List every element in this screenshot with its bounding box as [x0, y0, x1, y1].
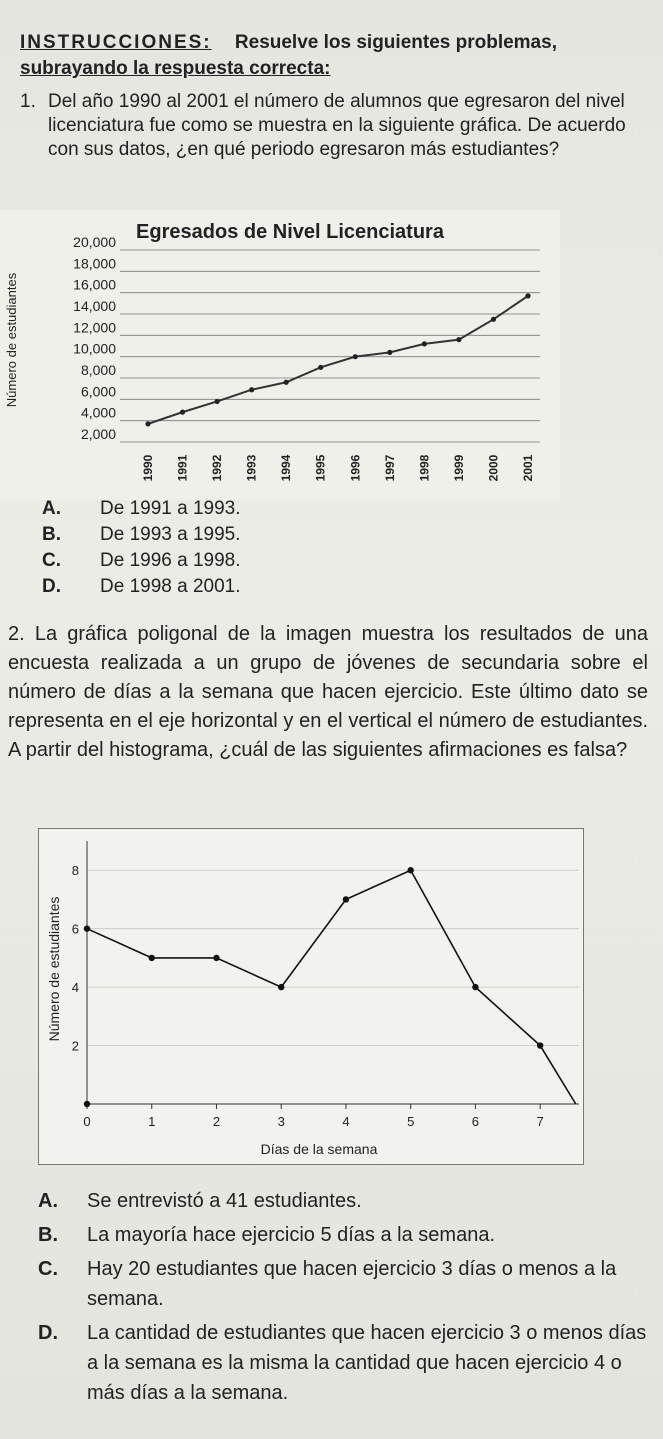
option-text: La cantidad de estudiantes que hacen ejercicio 3 o menos días a la semana es la misma la cantidad que hacen ejercicio 4 o más días a la semana.: [87, 1322, 647, 1404]
chart-1-y-tick-label: 4,000: [80, 404, 116, 421]
option-letter: D.: [42, 576, 61, 597]
chart-2-x-tick-label: 1: [148, 1114, 156, 1129]
option-letter: D.: [38, 1322, 58, 1344]
option-letter: C.: [38, 1258, 58, 1280]
question-1-option-a[interactable]: [42, 496, 241, 522]
option-text: De 1993 a 1995.: [100, 524, 241, 545]
chart-1-y-tick-label: 8,000: [80, 362, 116, 378]
option-text: Hay 20 estudiantes que hacen ejercicio 3 días o menos a la semana.: [87, 1258, 617, 1310]
chart-1-point: [353, 354, 358, 359]
question-1: [20, 90, 650, 162]
instructions-keyword: INSTRUCCIONES:: [20, 32, 212, 53]
chart-1-x-ticks: [141, 454, 535, 481]
chart-2-y-tick-label: 2: [71, 1038, 79, 1054]
chart-1-point: [214, 399, 219, 404]
question-1-options: [42, 496, 241, 600]
chart-2-x-axis-label: Días de la semana: [260, 1141, 378, 1157]
option-letter: B.: [42, 524, 61, 545]
chart-1-point: [145, 421, 150, 426]
chart-1-x-tick-label: 2000: [486, 454, 501, 482]
chart-1-point: [387, 350, 392, 355]
chart-1-y-tick-label: 14,000: [73, 298, 116, 314]
chart-2-y-axis-label: Número de estudiantes: [46, 896, 62, 1042]
graduates-line-chart: [0, 210, 560, 500]
chart-1-x-tick-label: 1995: [313, 454, 328, 482]
chart-1-point: [491, 317, 496, 322]
chart-2-x-tick-label: 5: [407, 1114, 415, 1129]
option-letter: A.: [38, 1190, 58, 1212]
option-letter: A.: [42, 498, 61, 519]
chart-1-x-tick-label: 1990: [141, 454, 155, 482]
chart-1-x-tick-label: 1998: [417, 454, 432, 482]
exercise-days-line-chart: [38, 828, 584, 1165]
question-2-option-b[interactable]: [38, 1220, 650, 1250]
chart-1-point: [284, 380, 289, 385]
chart-2-point: [278, 984, 284, 990]
chart-1-y-ticks: [73, 234, 116, 442]
chart-2-origin-point: [84, 1101, 90, 1107]
chart-1-y-axis-label: Número de estudiantes: [4, 272, 19, 408]
question-2-options: [38, 1186, 650, 1412]
chart-2-x-ticks: [83, 1114, 543, 1129]
chart-2-point: [84, 925, 90, 931]
instructions-heading: [20, 30, 650, 82]
question-1-option-c[interactable]: [42, 548, 241, 574]
option-text: De 1998 a 2001.: [100, 576, 241, 597]
question-1-number: 1.: [20, 91, 36, 112]
chart-1-point: [180, 410, 185, 415]
question-2-text: La gráfica poligonal de la imagen muestra los resultados de una encuesta realizada a un grupo de jóvenes de secundaria sobre el número de días a la semana que hacen ejercicio. Este último dato se representa en el eje horizontal y en el vertical el número de estudiantes. A partir del histograma, ¿cuál de las siguientes afirmaciones es falsa?: [8, 623, 648, 761]
chart-2-gridlines: [87, 870, 579, 1109]
chart-2-x-tick-label: 2: [212, 1114, 221, 1129]
option-text: De 1991 a 1993.: [100, 498, 241, 519]
chart-2-point: [149, 955, 155, 961]
chart-1-x-tick-label: 1996: [348, 454, 363, 482]
question-2: [8, 620, 648, 765]
chart-1-point: [456, 337, 461, 342]
option-text: La mayoría hace ejercicio 5 días a la semana.: [87, 1224, 495, 1246]
chart-1-point: [318, 365, 323, 370]
question-2-option-c[interactable]: [38, 1254, 650, 1314]
chart-2-x-tick-label: 3: [277, 1114, 285, 1129]
chart-2-y-tick-label: 6: [71, 921, 79, 937]
chart-2-point: [343, 896, 349, 902]
chart-1-y-tick-label: 12,000: [73, 319, 116, 336]
chart-1-point: [249, 387, 254, 392]
chart-2-y-ticks: [72, 863, 79, 1053]
question-2-option-d[interactable]: [38, 1318, 650, 1408]
question-2-option-a[interactable]: [38, 1186, 650, 1216]
chart-2-point: [537, 1042, 543, 1048]
chart-2-y-tick-label: 8: [71, 863, 79, 879]
chart-1-x-tick-label: 1992: [210, 454, 225, 482]
chart-1-x-tick-label: 2001: [521, 454, 535, 482]
chart-2-x-tick-label: 0: [83, 1114, 91, 1129]
option-text: De 1996 a 1998.: [100, 550, 241, 571]
option-letter: C.: [42, 550, 61, 571]
chart-1-x-tick-label: 1993: [244, 454, 259, 482]
chart-1-y-tick-label: 16,000: [73, 276, 116, 293]
instructions-lead: Resuelve los siguientes problemas,: [234, 32, 557, 53]
chart-1-x-tick-label: 1991: [175, 454, 190, 482]
chart-1-y-tick-label: 2,000: [80, 426, 116, 442]
chart-1-y-tick-label: 10,000: [73, 340, 116, 357]
chart-1-point: [525, 293, 530, 298]
option-text: Se entrevistó a 41 estudiantes.: [87, 1190, 362, 1212]
chart-1-x-tick-label: 1999: [451, 454, 466, 482]
option-letter: B.: [38, 1224, 58, 1246]
chart-1-x-tick-label: 1997: [382, 454, 397, 482]
chart-1-point: [422, 341, 427, 346]
question-1-option-d[interactable]: [42, 574, 241, 600]
chart-2-x-tick-label: 4: [342, 1114, 350, 1129]
chart-2-x-tick-label: 7: [536, 1114, 544, 1129]
chart-2-y-tick-label: 4: [71, 980, 79, 996]
chart-2-point: [472, 984, 478, 990]
instructions-underlined: subrayando la respuesta correcta:: [20, 58, 331, 79]
question-1-option-b[interactable]: [42, 522, 241, 548]
chart-2-point: [407, 867, 413, 873]
chart-2-x-tick-label: 6: [471, 1114, 480, 1129]
chart-2-point: [213, 955, 219, 961]
chart-1-x-tick-label: 1994: [279, 454, 294, 482]
question-2-number: 2.: [8, 623, 25, 645]
chart-1-y-tick-label: 6,000: [80, 383, 116, 400]
chart-1-title: Egresados de Nivel Licenciatura: [136, 221, 444, 243]
question-1-text: Del año 1990 al 2001 el número de alumnos que egresaron del nivel licenciatura fue como se muestra en la siguiente gráfica. De acuerdo con sus datos, ¿en qué periodo egresaron más estudiantes?: [48, 91, 626, 160]
chart-1-y-tick-label: 20,000: [73, 234, 116, 250]
chart-1-y-tick-label: 18,000: [73, 255, 116, 272]
chart-1-series-line: [148, 296, 528, 424]
